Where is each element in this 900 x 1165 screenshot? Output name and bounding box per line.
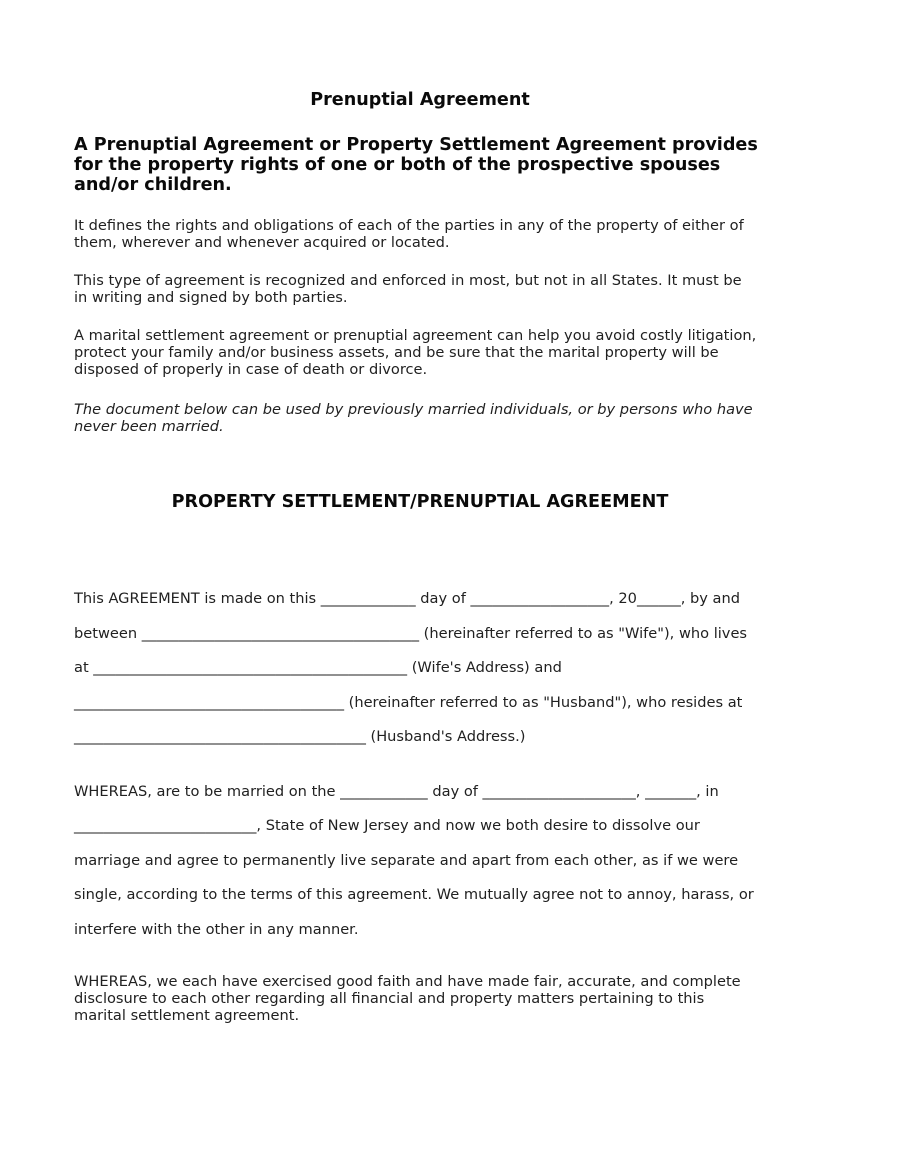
text-line: It defines the rights and obligations of each of the parties in any of the property of either of — [74, 217, 744, 234]
text-line: at ___________________________________________ (Wife's Address) and — [74, 659, 562, 677]
text-line: disclosure to each other regarding all financial and property matters pertaining to this — [74, 989, 705, 1007]
text-line: ________________________________________ (Husband's Address.) — [74, 728, 526, 746]
text-line: marriage and agree to permanently live separate and apart from each other, as if we were — [74, 851, 739, 869]
document-title: Prenuptial Agreement — [310, 90, 530, 110]
text-line: interfere with the other in any manner. — [74, 920, 359, 938]
text-line: This AGREEMENT is made on this _____________ day of ___________________, 20______, by and — [74, 590, 741, 608]
text-line: A Prenuptial Agreement or Property Settlement Agreement provides — [74, 135, 758, 155]
paragraph-benefits — [74, 328, 766, 378]
text-line: This type of agreement is recognized and enforced in most, but not in all States. It must be — [74, 272, 742, 290]
agreement-intro-section — [74, 582, 766, 755]
text-line: _____________________________________ (hereinafter referred to as "Husband"), who resides at — [74, 693, 743, 711]
text-line: single, according to the terms of this agreement. We mutually agree not to annoy, harass, or — [74, 886, 754, 904]
text-line: for the property rights of one or both of the prospective spouses — [74, 155, 721, 175]
text-line: disposed of properly in case of death or divorce. — [74, 360, 428, 378]
lead-paragraph — [74, 135, 766, 195]
paragraph-usage-note — [74, 402, 766, 435]
text-line: WHEREAS, we each have exercised good faith and have made fair, accurate, and complete — [74, 973, 741, 991]
text-line: never been married. — [74, 417, 224, 435]
section-heading: PROPERTY SETTLEMENT/PRENUPTIAL AGREEMENT — [171, 492, 669, 513]
text-line: A marital settlement agreement or prenuptial agreement can help you avoid costly litigation, — [74, 327, 757, 345]
whereas-marriage-section — [74, 775, 766, 948]
text-line: protect your family and/or business assets, and be sure that the marital property will be — [74, 343, 719, 361]
paragraph-definition — [74, 218, 766, 251]
text-line: and/or children. — [74, 175, 232, 195]
text-line: marital settlement agreement. — [74, 1006, 300, 1024]
text-line: them, wherever and whenever acquired or located. — [74, 233, 450, 251]
text-line: The document below can be used by previously married individuals, or by persons who have — [74, 401, 753, 419]
text-line: _________________________, State of New Jersey and now we both desire to dissolve our — [74, 817, 700, 835]
text-line: in writing and signed by both parties. — [74, 288, 348, 306]
whereas-disclosure-section — [74, 974, 766, 1024]
text-line: between ______________________________________ (hereinafter referred to as "Wife"), who lives — [74, 624, 748, 642]
paragraph-recognition — [74, 273, 766, 306]
text-line: WHEREAS, are to be married on the ____________ day of _____________________, _______, in — [74, 782, 719, 800]
